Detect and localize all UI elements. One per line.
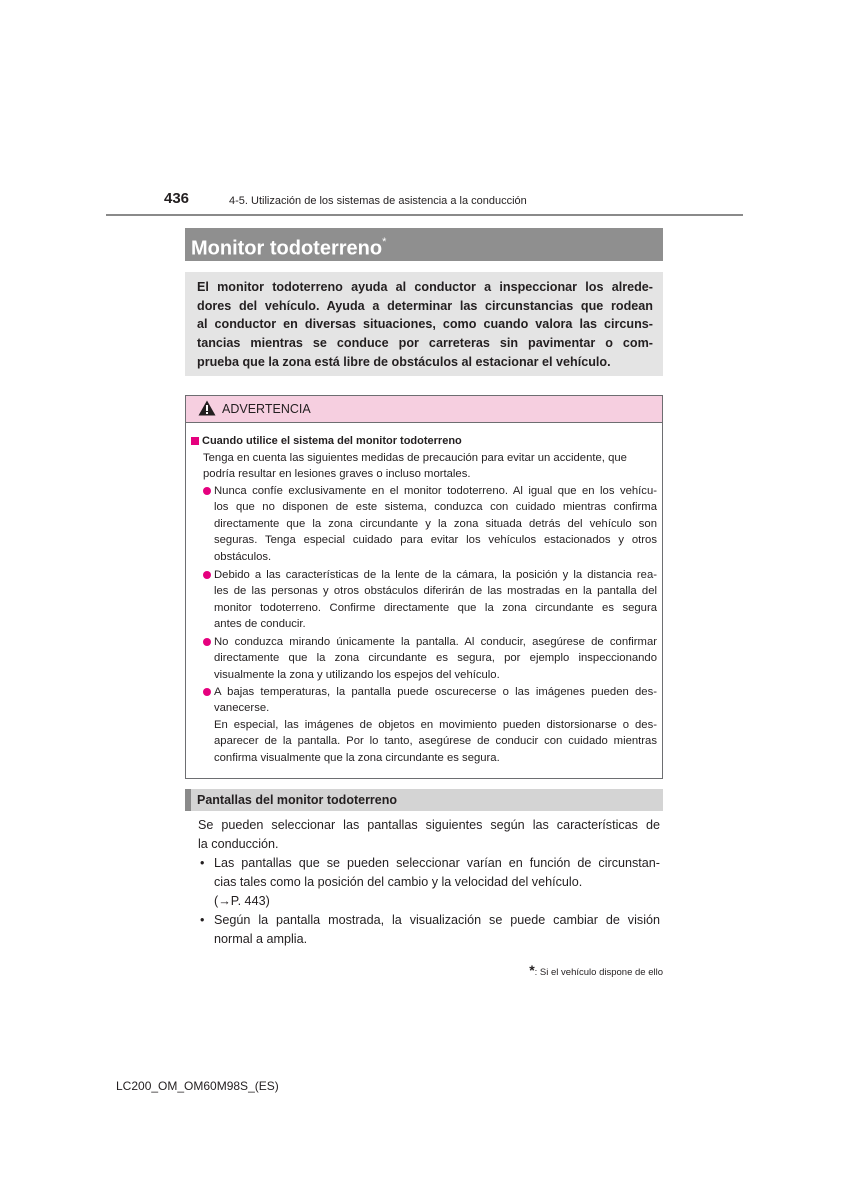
subsection-body (198, 816, 660, 949)
warning-item-line: A bajas temperaturas, la pantalla puede oscurecerse o las imágenes pueden des- (214, 686, 657, 698)
body-line: Según la pantalla mostrada, la visualización se puede cambiar de visión (214, 913, 660, 927)
warning-item-line: directamente que la zona circundante es segura, por ejemplo inspeccionando (214, 652, 657, 665)
subsection-title: Pantallas del monitor todoterreno (197, 793, 398, 807)
body-line: Las pantallas que se pueden seleccionar varían en función de circunstan- (214, 856, 660, 870)
warning-lead-line: Tenga en cuenta las siguientes medidas de precaución para evitar un accidente, que (203, 452, 627, 464)
bullet-dot-icon (203, 688, 211, 696)
warning-item-line: monitor todoterreno. Confirme directamente que la zona circundante es segura (214, 601, 657, 614)
body-line: cias tales como la posición del cambio y la velocidad del vehículo. (214, 875, 583, 889)
warning-item-line: les de las personas y otros obstáculos diferirán de las mostradas en la pantalla del (214, 585, 657, 598)
warning-item-line: los que no disponen de este sistema, conduzca con cuidado mientras confirma (214, 501, 657, 514)
warning-item-line: aparecer de la pantalla. Por lo tanto, asegúrese de conducir con cuidado mientras (214, 735, 657, 748)
intro-line: El monitor todoterreno ayuda al conductor a inspeccionar los alrede- (197, 280, 653, 294)
document-code: LC200_OM_OM60M98S_(ES) (116, 1079, 279, 1093)
body-line: normal a amplia. (214, 932, 308, 946)
warning-item-line: directamente que la zona circundante y la zona situada detrás del vehículo son (214, 517, 657, 530)
intro-line: al conductor en diversas situaciones, como cuando valora las circuns- (197, 317, 653, 332)
body-bullet-item (198, 911, 660, 949)
footnote-marker: * (529, 962, 535, 978)
body-line: Se pueden seleccionar las pantallas siguientes según las características de (198, 818, 660, 832)
square-bullet-icon (191, 437, 199, 445)
subsection-header (185, 789, 663, 811)
warning-item-line: Debido a las características de la lente de la cámara, la posición y la distancia rea- (214, 569, 657, 581)
bullet-symbol: • (200, 913, 205, 927)
warning-item-line: seguras. Tenga especial cuidado para evitar los vehículos estacionados y otros (214, 534, 657, 547)
warning-item-line: visualmente la zona y utilizando los espejos del vehículo. (214, 668, 500, 681)
warning-item-text (214, 684, 657, 766)
page-title (185, 228, 663, 261)
warning-subtitle: Cuando utilice el sistema del monitor todoterreno (202, 435, 462, 447)
warning-label: ADVERTENCIA (222, 402, 311, 416)
intro-line: dores del vehículo. Ayuda a determinar las circunstancias que rodean (197, 298, 653, 313)
bullet-dot-icon (203, 638, 211, 646)
body-line: la conducción. (198, 837, 279, 851)
footnote (508, 962, 663, 978)
warning-item-line: confirma visualmente que la zona circundante es segura. (214, 751, 500, 764)
page-title-text: Monitor todoterreno (191, 237, 383, 260)
bullet-dot-icon (203, 571, 211, 579)
warning-item-text (214, 483, 657, 565)
warning-item-line: No conduzca mirando únicamente la pantalla. Al conducir, asegúrese de confirmar (214, 636, 657, 648)
warning-item-line: vanecerse. (214, 702, 270, 715)
footnote-text: : Si el vehículo dispone de ello (534, 967, 663, 978)
body-bullet-item (198, 854, 660, 911)
warning-item-line: Nunca confíe exclusivamente en el monitor todoterreno. Al igual que en los vehícu- (214, 485, 657, 497)
warning-triangle-icon (198, 400, 216, 416)
warning-lead (203, 450, 653, 483)
bullet-symbol: • (200, 856, 205, 870)
warning-item-line: antes de conducir. (214, 618, 306, 631)
intro-line: tancias mientras se conduce por carreteras sin pavimentar o com- (197, 336, 653, 351)
warning-item-text (214, 567, 657, 633)
bullet-dot-icon (203, 487, 211, 495)
page-reference-link[interactable]: (→P. 443) (214, 894, 270, 908)
page-number: 436 (164, 190, 190, 207)
warning-lead-line: podría resultar en lesiones graves o incluso mortales. (203, 468, 471, 481)
title-footnote-marker: * (382, 236, 387, 248)
warning-box (185, 395, 663, 779)
warning-item-line: En especial, las imágenes de objetos en movimiento pueden distorsionarse o des- (214, 718, 657, 731)
intro-line: prueba que la zona está libre de obstáculos al estacionar el vehículo. (197, 354, 611, 369)
subsection-accent (185, 789, 191, 811)
warning-header (186, 396, 662, 423)
section-path: 4-5. Utilización de los sistemas de asistencia a la conducción (229, 195, 527, 207)
warning-item-line: obstáculos. (214, 550, 272, 563)
warning-item-text (214, 634, 657, 683)
header-rule (106, 214, 743, 216)
intro-box (185, 272, 663, 376)
